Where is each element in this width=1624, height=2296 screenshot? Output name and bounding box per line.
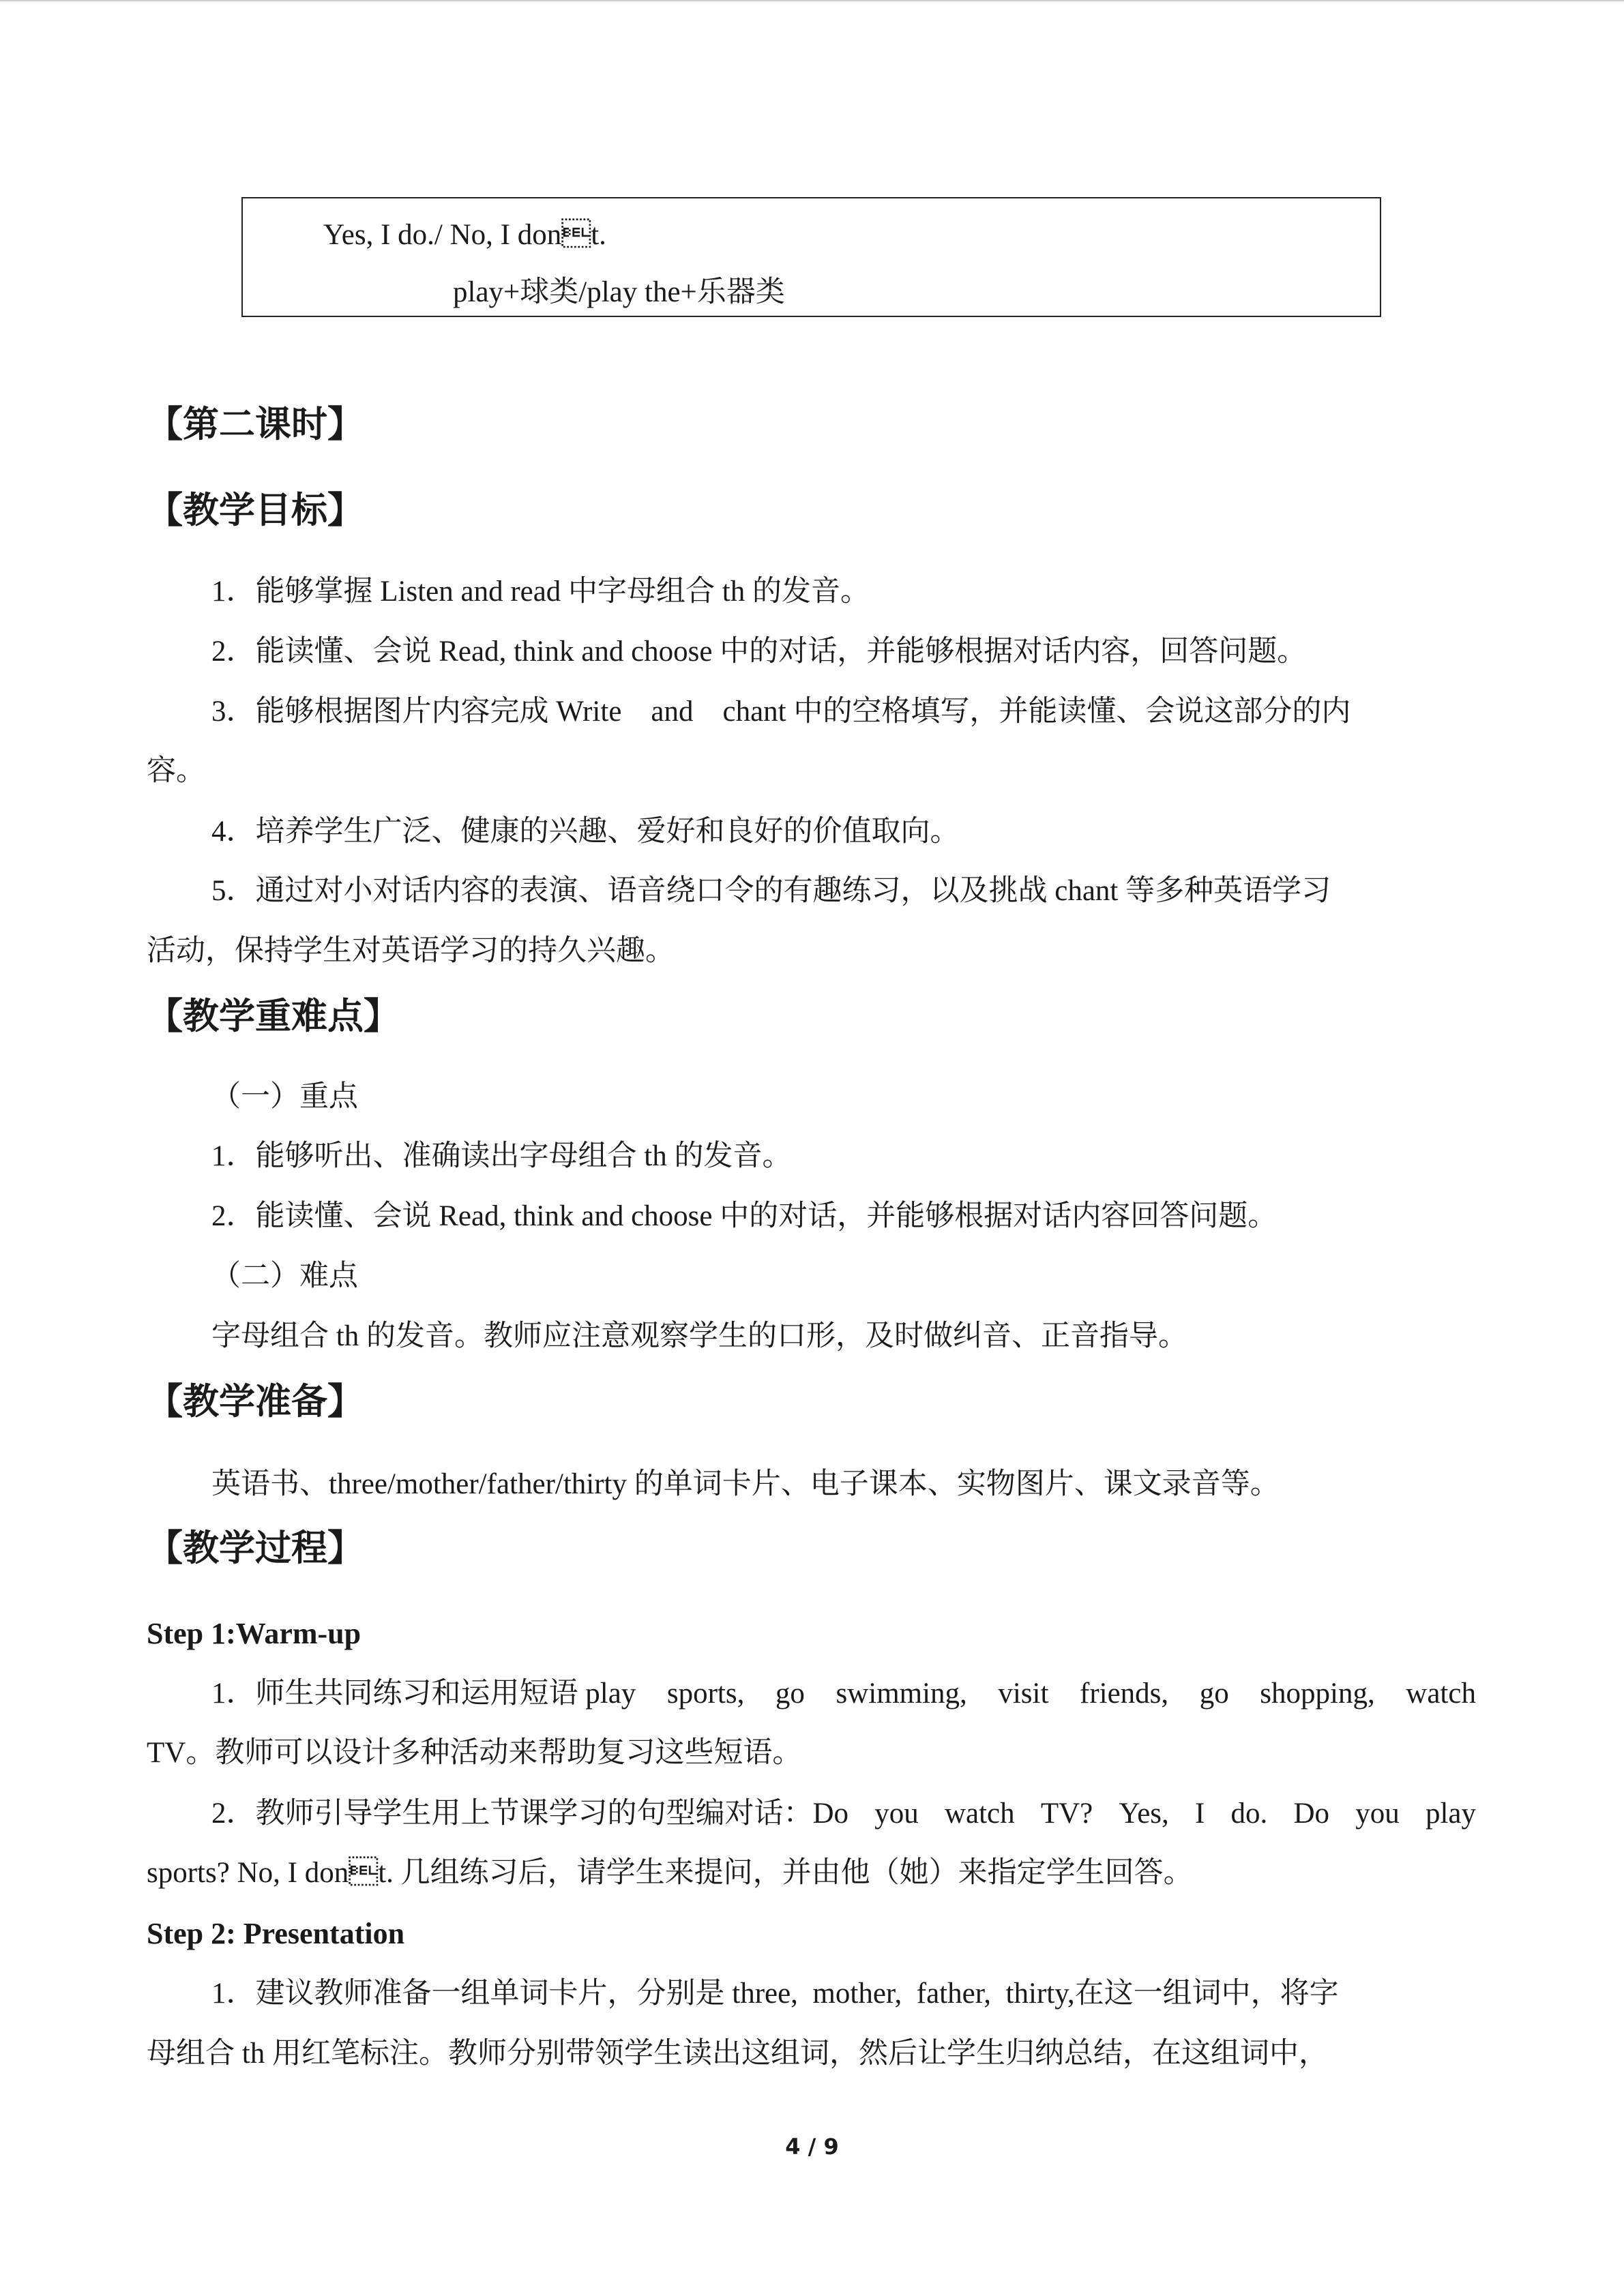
objective-3-line-1: 3．能够根据图片内容完成 Write and chant 中的空格填写，并能读懂、会说这部分的内: [211, 696, 1351, 728]
word: TV?: [1040, 1798, 1093, 1830]
word: 1．师生共同练习和运用短语 play: [211, 1678, 636, 1710]
word: watch: [1406, 1678, 1476, 1710]
step-1-item-2-line-1: [211, 1793, 1476, 1834]
page-top-border: [0, 0, 1624, 1]
word: sports,: [666, 1678, 745, 1710]
step-1-title: Step 1:Warm-up: [147, 1617, 361, 1650]
word: go: [1199, 1678, 1229, 1710]
step-2-item-1-line-1: 1．建议教师准备一组单词卡片，分别是 three, mother, father, thirty,在这一组词中，将字: [211, 1978, 1339, 2010]
word: go: [775, 1678, 805, 1710]
objective-4: 4．培养学生广泛、健康的兴趣、爱好和良好的价值取向。: [211, 816, 960, 848]
box-line-answer: Yes, I do./ No, I dont.: [323, 219, 606, 251]
objective-5-line-1: 5．通过对小对话内容的表演、语音绕口令的有趣练习，以及挑战 chant 等多种英语学习: [211, 875, 1331, 907]
step-2-item-1-line-2: 母组合 th 用红笔标注。教师分别带领学生读出这组词，然后让学生归纳总结，在这组词中，: [147, 2038, 1328, 2070]
key-point-2: 2．能读懂、会说 Read, think and choose 中的对话，并能够根据对话内容回答问题。: [211, 1200, 1278, 1232]
word: Yes,: [1119, 1798, 1169, 1830]
step-1-item-2-line-2: sports? No, I dont. 几组练习后，请学生来提问，并由他（她）来指定学生回答。: [147, 1857, 1193, 1889]
step-1-item-2-line-1-words: [211, 1793, 1476, 1834]
heading-key-points: 【教学重难点】: [147, 997, 400, 1037]
word: watch: [944, 1798, 1015, 1830]
key-point-1: 1．能够听出、准确读出字母组合 th 的发音。: [211, 1140, 792, 1172]
word: play: [1425, 1798, 1476, 1830]
key-points-subheading: （一）重点: [211, 1081, 358, 1113]
word: do.: [1230, 1798, 1268, 1830]
difficult-point-1: 字母组合 th 的发音。教师应注意观察学生的口形，及时做纠音、正音指导。: [211, 1320, 1187, 1352]
box-line-play-rule: play+球类/play the+乐器类: [453, 276, 785, 308]
word: you: [874, 1798, 919, 1830]
word: friends,: [1080, 1678, 1169, 1710]
sentence-pattern-box: [241, 197, 1381, 317]
heading-lesson-2: 【第二课时】: [147, 405, 364, 445]
word: you: [1355, 1798, 1400, 1830]
step-1-item-1-line-1-words: [211, 1673, 1476, 1714]
objective-5-line-2: 活动，保持学生对英语学习的持久兴趣。: [147, 935, 675, 967]
step-1-item-1-line-1: [211, 1673, 1476, 1714]
word: Do: [1293, 1798, 1330, 1830]
objective-3-line-2: 容。: [147, 755, 205, 787]
preparation-text: 英语书、three/mother/father/thirty 的单词卡片、电子课本、实物图片、课文录音等。: [211, 1468, 1280, 1500]
step-1-item-1-line-2: TV。教师可以设计多种活动来帮助复习这些短语。: [147, 1737, 802, 1769]
page-number: 4 / 9: [785, 2134, 839, 2160]
heading-objectives: 【教学目标】: [147, 491, 364, 531]
word: swimming,: [836, 1678, 967, 1710]
word: visit: [998, 1678, 1049, 1710]
word: I: [1194, 1798, 1205, 1830]
heading-preparation: 【教学准备】: [147, 1382, 364, 1422]
objective-2: 2．能读懂、会说 Read, think and choose 中的对话，并能够根据对话内容，回答问题。: [211, 636, 1307, 668]
word: 2．教师引导学生用上节课学习的句型编对话：Do: [211, 1798, 849, 1830]
objective-1: 1．能够掌握 Listen and read 中字母组合 th 的发音。: [211, 576, 870, 608]
word: shopping,: [1260, 1678, 1375, 1710]
heading-process: 【教学过程】: [147, 1529, 364, 1568]
step-2-title: Step 2: Presentation: [147, 1917, 405, 1950]
difficult-points-subheading: （二）难点: [211, 1260, 358, 1292]
